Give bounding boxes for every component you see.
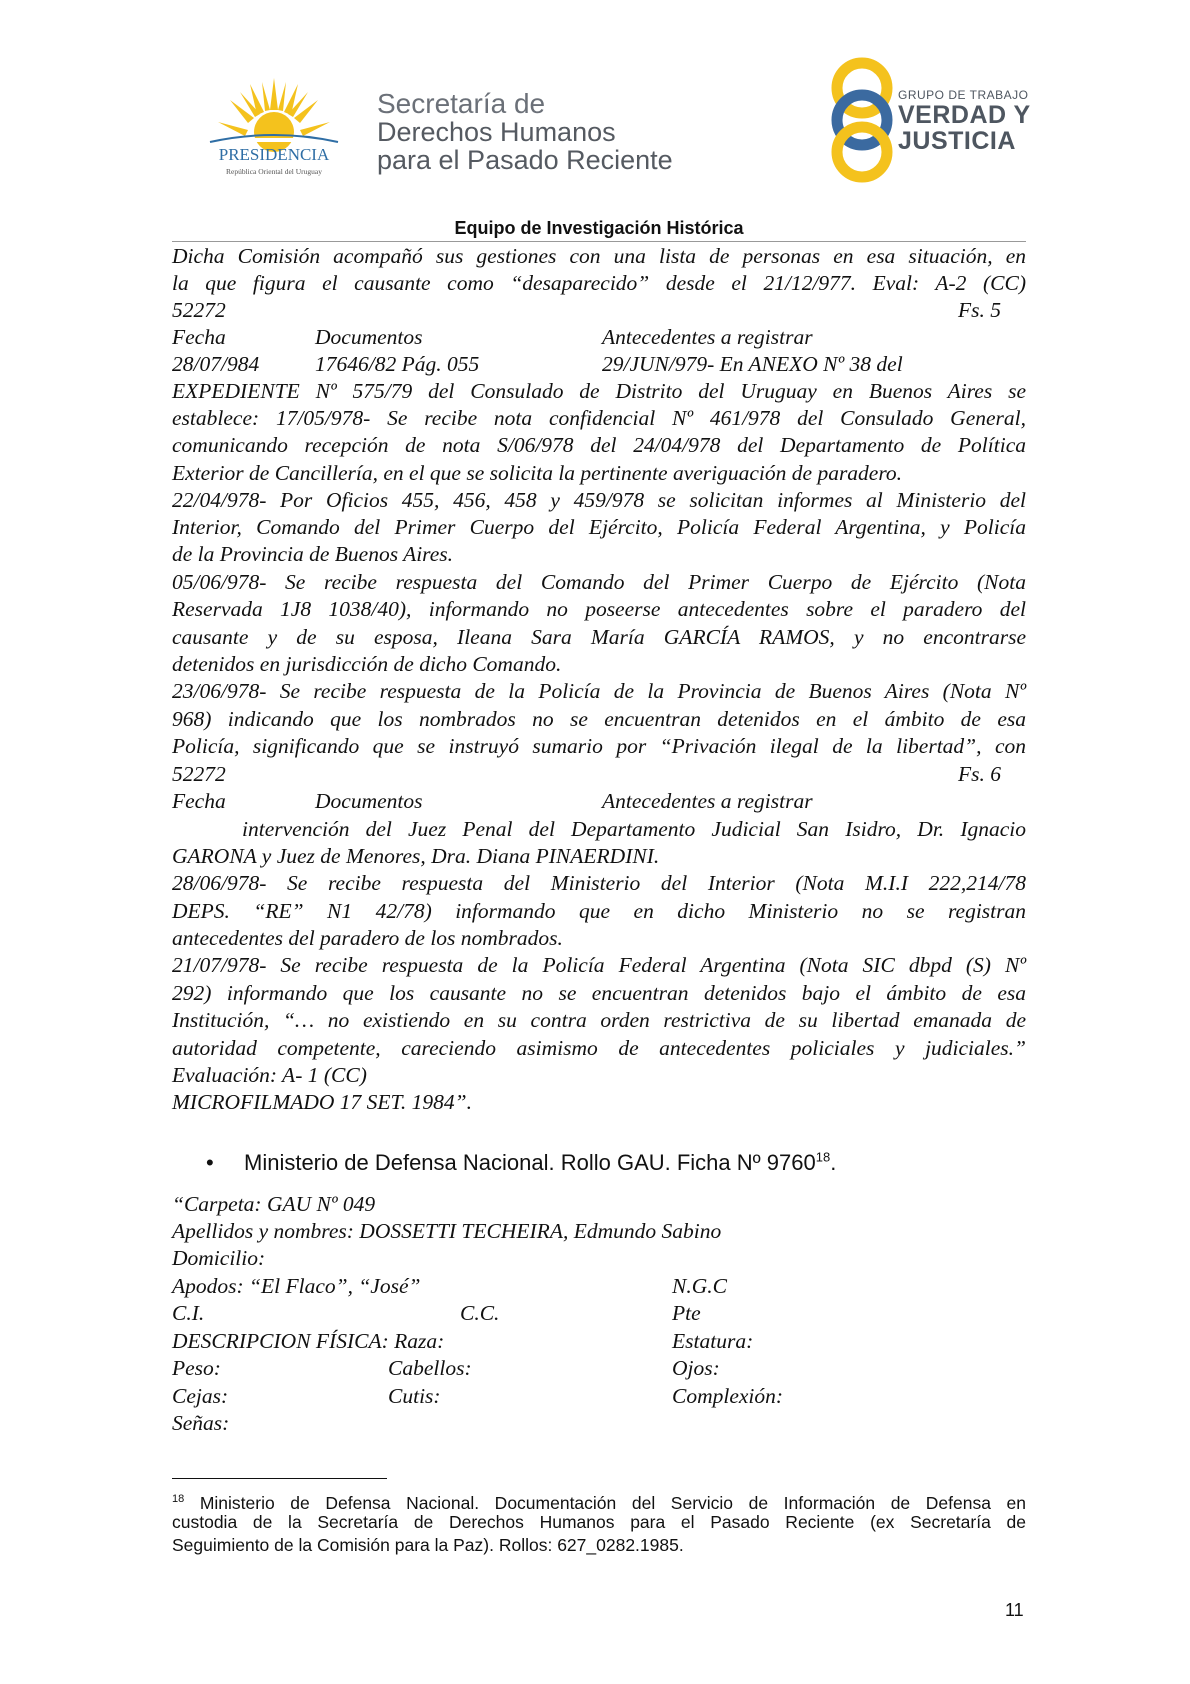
ficha-estatura: Estatura: (672, 1329, 754, 1353)
text-line: 28/06/978- Se recibe respuesta del Ministerio del Interior (Nota M.I.I 222,214/78 (172, 871, 1026, 895)
col-header-documentos: Documentos (315, 789, 423, 813)
text-line: comunicando recepción de nota S/06/978 del 24/04/978 del Departamento de Política (172, 433, 1026, 457)
header-divider (172, 241, 1026, 242)
ficha-domicilio: Domicilio: (172, 1246, 266, 1270)
text-line: 292) informando que los causante no se encuentran detenidos bajo el ámbito de esa (172, 981, 1026, 1005)
ficha-ojos: Ojos: (672, 1356, 720, 1380)
footnote-line: custodia de la Secretaría de Derechos Humanos para el Pasado Reciente (ex Secretaría de (172, 1512, 1026, 1532)
ficha-ngc: N.G.C (672, 1274, 727, 1298)
folio: Fs. 5 (958, 298, 1001, 322)
footnote-divider (172, 1478, 387, 1479)
footnote-number: 18 (172, 1493, 185, 1505)
text-line: detenidos en jurisdicción de dicho Comando. (172, 652, 562, 676)
text-line: Institución, “… no existiendo en su contra orden restrictiva de su libertad emanada de (172, 1008, 1026, 1032)
col-header-documentos: Documentos (315, 325, 423, 349)
ficha-descripcion: DESCRIPCION FÍSICA: Raza: (172, 1329, 445, 1353)
text-line: Interior, Comando del Primer Cuerpo del Ejército, Policía Federal Argentina, y Policía (172, 515, 1026, 539)
text-line: establece: 17/05/978- Se recibe nota confidencial Nº 461/978 del Consulado General, (172, 406, 1026, 430)
secretaria-line1: Secretaría de (377, 88, 546, 119)
text-line: intervención del Juez Penal del Departamento Judicial San Isidro, Dr. Ignacio (242, 817, 1026, 841)
text-line: 05/06/978- Se recibe respuesta del Comando del Primer Cuerpo de Ejército (Nota (172, 570, 1026, 594)
ficha-cutis: Cutis: (388, 1384, 441, 1408)
ficha-complexion: Complexión: (672, 1384, 784, 1408)
text-line: antecedentes del paradero de los nombrados. (172, 926, 563, 950)
ficha-carpeta: “Carpeta: GAU Nº 049 (172, 1192, 376, 1216)
col-header-antecedentes: Antecedentes a registrar (602, 789, 813, 813)
ficha-apodos: Apodos: “El Flaco”, “José” (172, 1274, 421, 1298)
bullet-item (206, 1150, 836, 1176)
footnote-text: Ministerio de Defensa Nacional. Documentación del Servicio de Información de Defensa en (199, 1492, 1026, 1513)
ficha-cejas: Cejas: (172, 1384, 229, 1408)
row-date: 28/07/984 (172, 352, 260, 376)
page-number: 11 (1005, 1600, 1024, 1620)
bullet-end: . (830, 1150, 837, 1175)
grupo-line2: VERDAD Y (898, 101, 1031, 129)
text-line: de la Provincia de Buenos Aires. (172, 542, 454, 566)
ficha-cc: C.C. (460, 1301, 500, 1325)
footnote-ref[interactable]: 18 (815, 1149, 831, 1165)
bullet-text: Ministerio de Defensa Nacional. Rollo GAU. Ficha Nº 9760 (244, 1150, 816, 1175)
text-line: DEPS. “RE” N1 42/78) informando que en dicho Ministerio no se registran (172, 899, 1026, 923)
ficha-ci: C.I. (172, 1301, 205, 1325)
secretaria-logo-text (377, 90, 673, 174)
text-line: autoridad competente, careciendo asimismo de antecedentes policiales y judiciales.” (172, 1036, 1026, 1060)
text-line: la que figura el causante como “desaparecido” desde el 21/12/977. Eval: A-2 (CC) (172, 271, 1026, 295)
text-line: Policía, significando que se instruyó sumario por “Privación ilegal de la libertad”, con (172, 734, 1026, 758)
text-line: Reservada 1J8 1038/40), informando no poseerse antecedentes sobre el paradero del (172, 597, 1026, 621)
text-line: EXPEDIENTE Nº 575/79 del Consulado de Distrito del Uruguay en Buenos Aires se (172, 379, 1026, 403)
text-line: MICROFILMADO 17 SET. 1984”. (172, 1090, 472, 1114)
col-header-fecha: Fecha (172, 325, 226, 349)
bullet-icon: • (206, 1150, 214, 1175)
sun-emblem-icon (190, 70, 358, 185)
text-line: Exterior de Cancillería, en el que se solicita la pertinente averiguación de paradero. (172, 461, 903, 485)
text-line: Evaluación: A- 1 (CC) (172, 1063, 367, 1087)
ficha-peso: Peso: (172, 1356, 221, 1380)
presidencia-subtitle: República Oriental del Uruguay (225, 167, 323, 176)
text-line: GARONA y Juez de Menores, Dra. Diana PINAERDINI. (172, 844, 660, 868)
grupo-line1: GRUPO DE TRABAJO (898, 88, 1029, 102)
team-title: Equipo de Investigación Histórica (454, 218, 744, 238)
text-line: causante y de su esposa, Ileana Sara María GARCÍA RAMOS, y no encontrarse (172, 625, 1026, 649)
ficha-cabellos: Cabellos: (388, 1356, 472, 1380)
grupo-trabajo-text (898, 88, 1031, 154)
ref-code: 52272 (172, 298, 226, 322)
text-line: 22/04/978- Por Oficios 455, 456, 458 y 459/978 se solicitan informes al Ministerio del (172, 488, 1026, 512)
footnote-line: Seguimiento de la Comisión para la Paz). Rollos: 627_0282.1985. (172, 1535, 684, 1555)
ficha-pte: Pte (672, 1301, 701, 1325)
col-header-antecedentes: Antecedentes a registrar (602, 325, 813, 349)
row-text: 29/JUN/979- En ANEXO Nº 38 del (602, 352, 903, 376)
ficha-apellidos: Apellidos y nombres: DOSSETTI TECHEIRA, Edmundo Sabino (172, 1219, 722, 1243)
secretaria-line3: para el Pasado Reciente (377, 145, 673, 175)
secretaria-line2: Derechos Humanos (377, 117, 616, 147)
presidencia-name: PRESIDENCIA (218, 145, 330, 164)
row-doc: 17646/82 Pág. 055 (315, 352, 480, 376)
ficha-senas: Señas: (172, 1411, 230, 1435)
text-line: 21/07/978- Se recibe respuesta de la Policía Federal Argentina (Nota SIC dbpd (S) Nº (172, 953, 1026, 977)
text-line: 968) indicando que los nombrados no se encuentran detenidos en el ámbito de esa (172, 707, 1026, 731)
ref-code: 52272 (172, 762, 226, 786)
folio: Fs. 6 (958, 762, 1001, 786)
presidencia-logo (190, 70, 358, 185)
col-header-fecha: Fecha (172, 789, 226, 813)
grupo-line3: JUSTICIA (898, 127, 1016, 155)
text-line: Dicha Comisión acompañó sus gestiones con una lista de personas en esa situación, en (172, 244, 1026, 268)
text-line: 23/06/978- Se recibe respuesta de la Policía de la Provincia de Buenos Aires (Nota Nº (172, 679, 1026, 703)
